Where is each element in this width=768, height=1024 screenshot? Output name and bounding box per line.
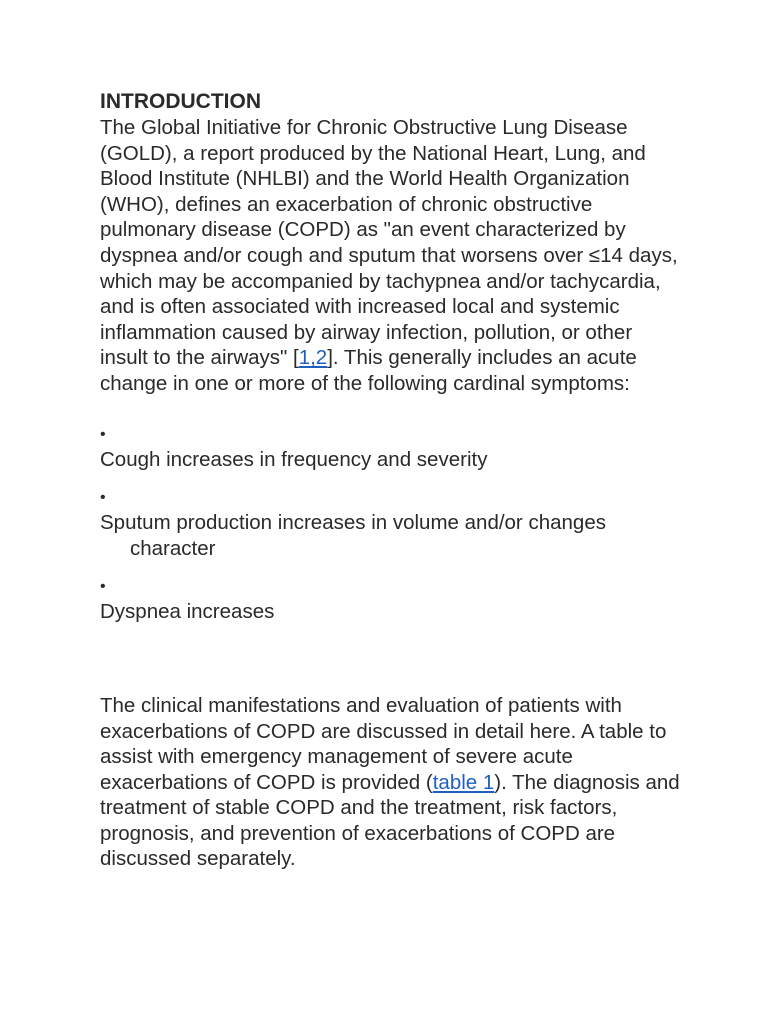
bullet-icon: • xyxy=(100,578,106,596)
list-item xyxy=(100,486,680,561)
bullet-icon: • xyxy=(100,489,106,507)
list-item xyxy=(100,423,680,473)
symptom-list xyxy=(100,423,680,625)
list-item-text: Dyspnea increases xyxy=(100,600,275,624)
intro-text-end: ]. This generally includes an acute change in one or more of the following cardinal symptoms: xyxy=(100,346,637,395)
closing-paragraph xyxy=(100,693,680,872)
intro-text-start: The Global Initiative for Chronic Obstructive Lung Disease (GOLD), a report produced by the National Heart, Lung, and Blood Institute (NHLBI) and the World Health Organization (WHO), defines an exacerbation of chronic obstructive pulmonary disease (COPD) as "an event characterized by dyspnea and/or cough and sputum that worsens over ≤14 days, which may be accompanied by tachypnea and/or tachycardia, and is often associated with increased local and systemic inflammation caused by airway infection, pollution, or other insult to the airways" [ xyxy=(100,116,678,370)
intro-paragraph xyxy=(100,115,680,397)
closing-text-end: ). The diagnosis and treatment of stable COPD and the treatment, risk factors, prognosis, and prevention of exacerbations of COPD are discussed separately. xyxy=(100,770,680,871)
list-item-text: Sputum production increases in volume and/or changes character xyxy=(100,511,606,560)
section-heading: INTRODUCTION xyxy=(100,90,261,113)
table-link[interactable]: table 1 xyxy=(432,770,495,794)
closing-text-start: The clinical manifestations and evaluation of patients with exacerbations of COPD are discussed in detail here. A table to assist with emergency management of severe acute exacerbations of COPD is provided ( xyxy=(100,693,667,794)
article-body xyxy=(100,89,680,872)
list-item-text: Cough increases in frequency and severity xyxy=(100,447,488,471)
bullet-icon: • xyxy=(100,425,106,443)
list-item xyxy=(100,575,680,625)
reference-link[interactable]: 1,2 xyxy=(298,346,328,370)
